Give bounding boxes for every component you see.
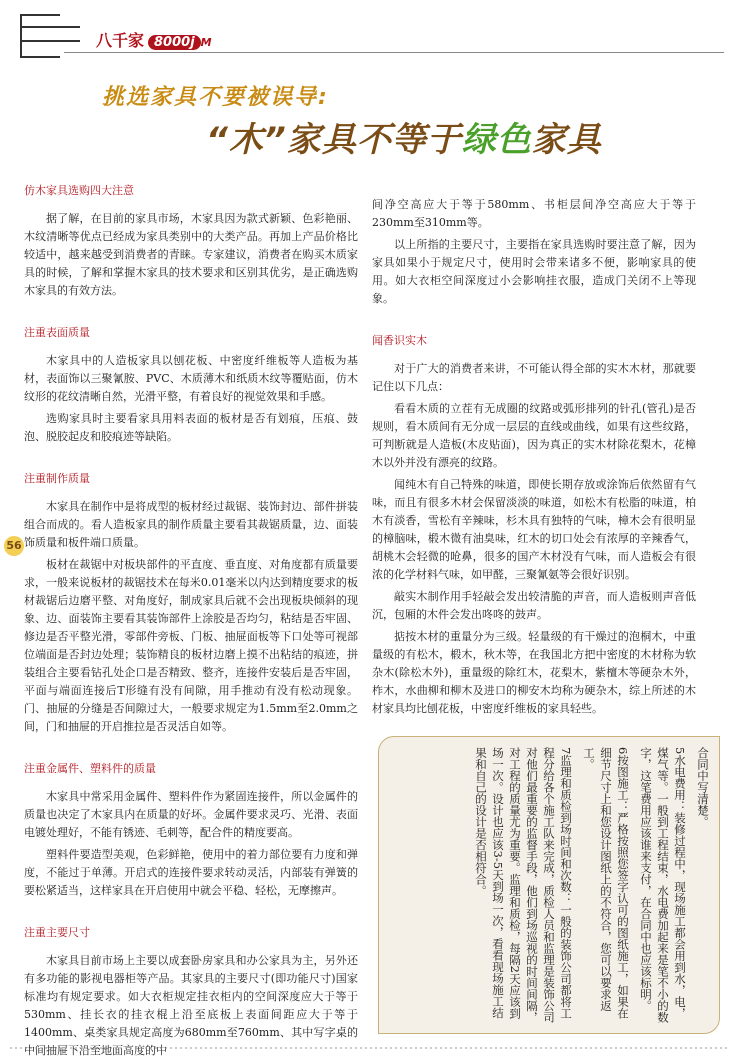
article-title [206, 112, 602, 161]
paragraph: 掂按木材的重量分为三级。轻量级的有干燥过的泡桐木，中重量级的有松木，椴木，秋木等，在我国北方把中密度的木材称为软杂木(除松木外)，重量级的除红木，花梨木，紫檀木等硬杂木外，柞木，水曲柳和柳木及进口的柳安木均称为硬杂木，综上所述的木材家具均比刨花板，中密度纤维板的家具轻些。 [372, 630, 696, 715]
section-heading: 闻香识实木 [372, 334, 427, 347]
vertical-paragraph: 7监理和质检到场时间和次数：一般的装饰公司都将工程分给各个施工队来完成，质检人员和监理是装饰公司对他们最重要的监督手段，他们到场巡视的时间间隔，对工程的质量尤为重要。监理和质检，每隔2天应该到场一次。设计也应该3-5天到场一次，看看现场施工结果和自己的设计是否相符合。 [474, 747, 573, 1023]
header-line-decoration [20, 26, 80, 28]
brand-logo [96, 28, 212, 51]
paragraph: 木家具目前市场上主要以成套卧房家具和办公家具为主，另外还有多功能的影视电器柜等产品。其家具的主要尺寸(即功能尺寸)国家标准均有规定要求。如大衣柜规定挂衣柜内的空间深度应大于等于530mm、挂长衣的挂衣棍上沿至底板上表面间距应大于等于1400mm、桌类家具规定高度为680mm至760mm、其中写字桌的中间抽屉下沿至地面高度的中 [24, 954, 358, 1057]
section-heading: 注重金属件、塑料件的质量 [24, 762, 156, 775]
section-heading: 注重表面质量 [24, 326, 90, 339]
paragraph: 据了解，在目前的家具市场，木家具因为款式新颖、色彩艳丽、木纹清晰等优点已经成为家具类别中的大类产品。再加上产品价格比较适中，越来越受到消费者的青睐。专家建议，消费者在购买木质家具的时候，了解和掌握木家具的技术要求和区别其优劣，是正确选购木家具的有效方法。 [24, 212, 358, 297]
paragraph: 木家具在制作中是将成型的板材经过裁锯、装饰封边、部件拼装组合而成的。看人造板家具的制作质量主要看其裁锯质量，边、面装饰质量和板件端口质量。 [24, 500, 358, 549]
paragraph: 选购家具时主要看家具用料表面的板材是否有划痕，压痕、鼓泡、脱胶起皮和胶痕迹等缺陷。 [24, 412, 358, 443]
header-rule [64, 52, 724, 53]
header-bracket-decoration [20, 14, 60, 58]
paragraph: 塑料件要造型美观，色彩鲜艳，使用中的着力部位要有力度和弹度，不能过于单薄。开启式的连接件要求转动灵活，内部装有弹簧的要松紧适当，这样家具在开启使用中就会平稳、轻松，无摩擦声。 [24, 848, 358, 897]
vertical-text [466, 747, 711, 1029]
paragraph: 以上所指的主要尺寸，主要指在家具选购时要注意了解，因为家具如果小于规定尺寸，使用时会带来诸多不便，影响家具的使用。如大衣柜空间深度过小会影响挂衣服，造成门关闭不上等现象。 [372, 238, 696, 305]
section-heading: 注重制作质量 [24, 472, 90, 485]
paragraph: 闻纯木有自己特殊的味道，即使长期存放或涂饰后依然留有气味，而且有很多木材会保留淡淡的味道，如松木有松脂的味道，柏木有淡香，雪松有辛辣味，杉木具有独特的气味，樟木会有很明显的樟脑味，椴木微有油臭味，红木的切口处会有浓厚的辛辣香气，胡桃木会轻微的呛鼻，很多的国产木材没有气味，而人造板会有很浓的化学材料气味，如甲醛，三聚氰氨等会很好识别。 [372, 478, 696, 581]
brand-badge: 8000j [148, 35, 201, 50]
vertical-paragraph: 5水电费用：装修过程中，现场施工都会用到水，电，煤气等。一般到工程结束，水电费加起来是笔不小的数字，这笔费用应该谁来支付，在合同中也应该标明。 [639, 747, 687, 1023]
title-part-1: “木”家具不等于 [206, 120, 462, 160]
paragraph: 敲实木制作用手轻敲会发出较清脆的声音，而人造板则声音低沉，包厢的木件会发出咚咚的鼓声。 [372, 590, 696, 621]
brand-name: 八千家 [96, 31, 145, 50]
section-heading: 注重主要尺寸 [24, 926, 90, 939]
vertical-paragraph: 6按图施工：严格按照您签字认可的图纸施工，如果在细节尺寸上和您设计图纸上的不符合，您可以要求返工。 [582, 747, 630, 1019]
left-column [24, 176, 358, 1064]
vertical-paragraph: 合同中写清楚。 [696, 747, 710, 828]
paragraph: 木家具中常采用金属件、塑料件作为紧固连接件，所以金属件的质量也决定了木家具内在质量的好坏。金属件要求灵巧、光滑、表面电镀处理好，不能有锈迹、毛刺等，配合件的精度要高。 [24, 790, 358, 839]
section-heading: 仿木家具选购四大注意 [24, 184, 134, 197]
paragraph: 对于广大的消费者来讲，不可能认得全部的实木木材，那就要记住以下几点： [372, 362, 696, 393]
brand-suffix: M [200, 36, 212, 49]
title-green-word: 绿色 [461, 120, 532, 160]
page-number-badge: 56 [4, 536, 24, 556]
right-column [372, 196, 696, 722]
header-line-decoration [20, 40, 80, 42]
paragraph: 看看木质的立茬有无成圈的纹路或弧形排列的针孔(管孔)是否规则，看木质间有无分成一层层的直线或曲线，如果有这些纹路，可判断就是人造板(木皮贴面)，因为真正的实木材除花梨木，花樟木以外并没有漂亮的纹路。 [372, 402, 696, 469]
paragraph: 木家具中的人造板家具以刨花板、中密度纤维板等人造板为基材，表面饰以三聚氰胺、PVC、木质薄木和纸质木纹等覆贴面，仿木纹形的花纹清晰自然，光滑平整，有着良好的视觉效果和手感。 [24, 354, 358, 403]
title-part-2: 家具 [531, 120, 602, 160]
contract-tips-box [378, 736, 720, 1034]
paragraph: 间净空高应大于等于580mm、书柜层间净空高应大于等于230mm至310mm等。 [372, 198, 696, 229]
paragraph: 板材在裁锯中对板块部件的平直度、垂直度、对角度都有质量要求，一般来说板材的裁锯技术在每米0.01毫米以内达到精度要求的板材裁锯后边磨平整、对角度好，制成家具后就不会出现板块倾斜的现象、边、面装饰主要看其装饰部件上涂胶是否均匀，粘结是否牢固、修边是否平整光滑，零部件旁板、门板、抽屉面板等下口处等可视部位端面是否封边处理；装饰精良的板材边磨上摸不出粘结的痕迹，拼装组合主要看钻孔处企口是否精致、整齐，连接件安装后是否牢固，平面与端面连接后T形缝有没有间隙，用手推动有没有松动现象。门、抽屉的分缝是否间隙过大，一般要求规定为1.5mm至2.0mm之间，门和抽屉的开启推拉是否灵活自如等。 [24, 558, 358, 733]
article-subtitle: 挑选家具不要被误导: [102, 85, 329, 110]
bottom-dotted-rule [10, 1044, 730, 1052]
